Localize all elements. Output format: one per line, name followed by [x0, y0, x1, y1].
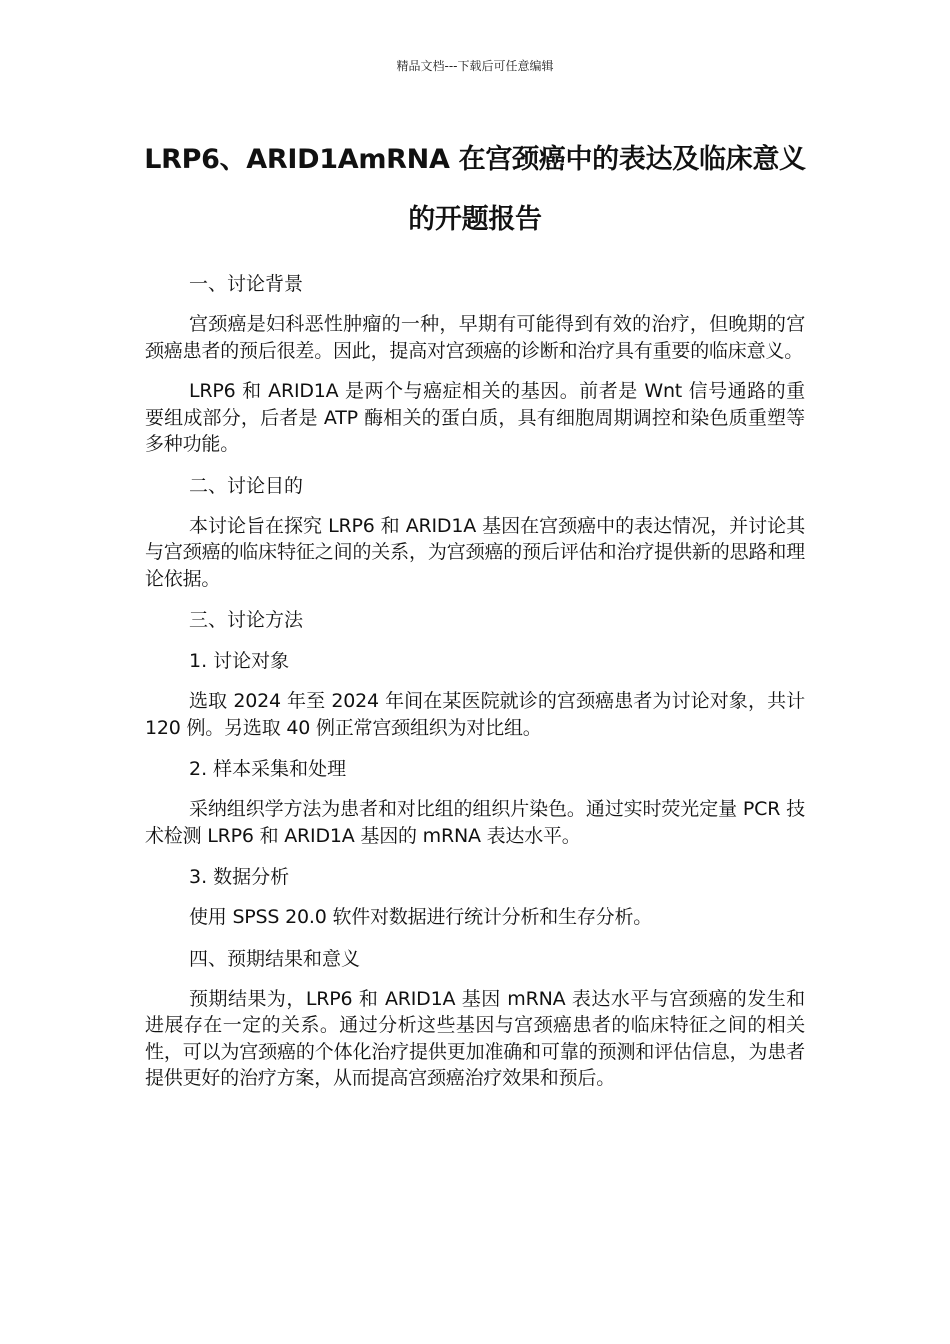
section-heading-purpose: 二、讨论目的 — [189, 474, 304, 497]
document-title: LRP6、ARID1AmRNA 在宫颈癌中的表达及临床意义的开题报告 — [144, 144, 806, 235]
paragraph-background-1: 宫颈癌是妇科恶性肿瘤的一种，早期有可能得到有效的治疗，但晚期的宫颈癌患者的预后很差。因此，提高对宫颈癌的诊断和治疗具有重要的临床意义。 — [145, 313, 805, 362]
paragraph-analysis: 使用 SPSS 20.0 软件对数据进行统计分析和生存分析。 — [189, 906, 653, 928]
document-body — [145, 270, 805, 1106]
paragraph-purpose: 本讨论旨在探究 LRP6 和 ARID1A 基因在宫颈癌中的表达情况，并讨论其与宫颈癌的临床特征之间的关系，为宫颈癌的预后评估和治疗提供新的思路和理论依据。 — [145, 514, 805, 590]
paragraph-subjects: 选取 2024 年至 2024 年间在某医院就诊的宫颈癌患者为讨论对象，共计 120 例。另选取 40 例正常宫颈组织为对比组。 — [145, 690, 805, 739]
subheading-subjects: 1. 讨论对象 — [189, 650, 290, 672]
section-heading-expected-results: 四、预期结果和意义 — [189, 947, 361, 970]
subheading-sampling: 2. 样本采集和处理 — [189, 758, 347, 780]
section-heading-background: 一、讨论背景 — [189, 273, 304, 295]
page-header: 精品文档---下载后可任意编辑 — [396, 59, 554, 73]
subheading-analysis: 3. 数据分析 — [189, 866, 290, 888]
section-heading-methods: 三、讨论方法 — [189, 609, 304, 631]
paragraph-expected-results: 预期结果为，LRP6 和 ARID1A 基因 mRNA 表达水平与宫颈癌的发生和进展存在一定的关系。通过分析这些基因与宫颈癌患者的临床特征之间的相关性，可以为宫颈癌的个体化治疗提供更加准确和可靠的预测和评估信息，为患者提供更好的治疗方案，从而提高宫颈癌治疗效果和预后。 — [145, 987, 805, 1089]
paragraph-background-2: LRP6 和 ARID1A 是两个与癌症相关的基因。前者是 Wnt 信号通路的重要组成部分，后者是 ATP 酶相关的蛋白质，具有细胞周期调控和染色质重塑等多种功能。 — [145, 380, 805, 455]
paragraph-sampling: 采纳组织学方法为患者和对比组的组织片染色。通过实时荧光定量 PCR 技术检测 LRP6 和 ARID1A 基因的 mRNA 表达水平。 — [145, 798, 805, 847]
